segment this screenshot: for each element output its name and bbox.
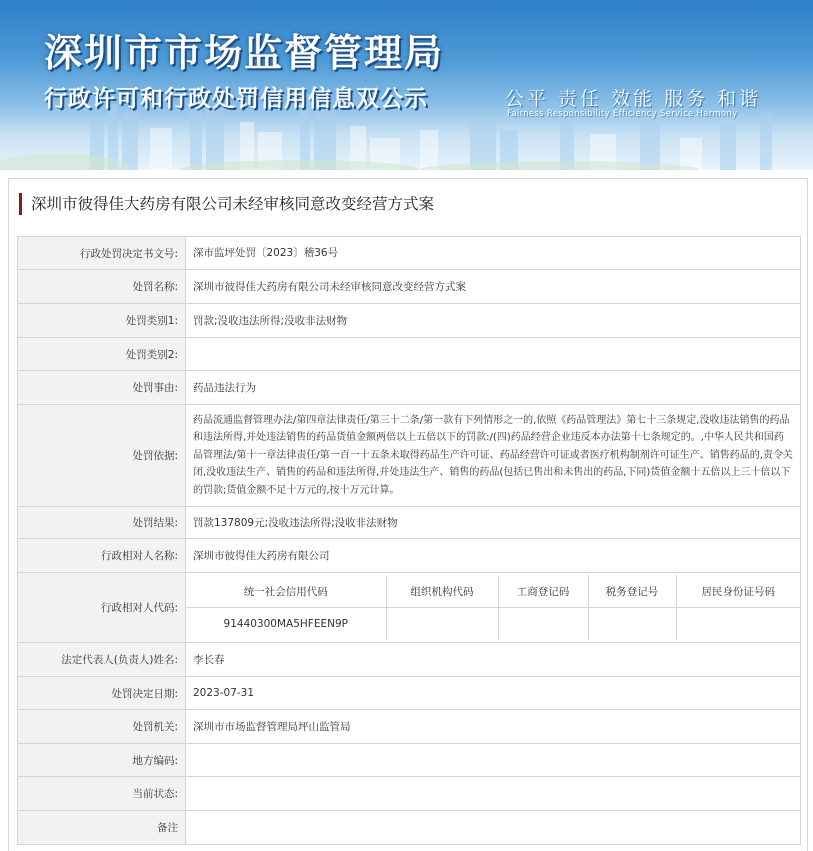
result-value: 罚款137809元;没收违法所得;没收非法财物 [186, 507, 801, 539]
row-area-code [18, 744, 801, 777]
name-value: 深圳市彼得佳大药房有限公司未经审核同意改变经营方式案 [186, 270, 801, 304]
party-name-label: 行政相对人名称: [18, 539, 186, 573]
header-credit-code: 统一社会信用代码 [186, 575, 386, 608]
basis-value: 药品流通监督管理办法/第四章法律责任/第三十二条/第一款有下列情形之一的,依照《药品管理法》第七十三条规定,没收违法销售的药品和违法所得,并处违法销售的药品货值金额两倍以上五倍以下的罚款:/(四)药品经营企业违反本办法第十七条规定的。,中华人民共和国药品管理法/第十一章法律责任/第一百一十五条未取得药品生产许可证、药品经营许可证或者医疗机构制剂许可证生产、销售药品的,责令关闭,没收违法生产、销售的药品和违法所得,并处违法生产、销售的药品(包括已售出和未售出的药品,下同)货值金额十五倍以上三十倍以下的罚款;货值金额不足十万元的,按十万元计算。 [186, 405, 801, 507]
party-code-cell [186, 573, 801, 643]
name-label: 处罚名称: [18, 270, 186, 304]
category2-value [186, 338, 801, 371]
row-party-name [18, 539, 801, 573]
header-org-code: 组织机构代码 [386, 575, 498, 608]
row-result [18, 507, 801, 539]
category1-label: 处罚类别1: [18, 304, 186, 338]
row-basis [18, 405, 801, 507]
site-title: 深圳市市场监督管理局 [44, 31, 445, 75]
authority-label: 处罚机关: [18, 710, 186, 744]
doc-no-value: 深市监坪处罚〔2023〕稽36号 [186, 237, 801, 270]
slogan: 公平 责任 效能 服务 和谐 [505, 88, 762, 110]
status-value [186, 777, 801, 811]
category1-value: 罚款;没收违法所得;没收非法财物 [186, 304, 801, 338]
header-id-number: 居民身份证号码 [676, 575, 800, 608]
header-tax-reg: 税务登记号 [588, 575, 676, 608]
reason-value: 药品违法行为 [186, 371, 801, 405]
id-number-value [676, 608, 800, 641]
row-category1 [18, 304, 801, 338]
row-doc-no [18, 237, 801, 270]
remark-value [186, 811, 801, 845]
row-legal-rep [18, 643, 801, 677]
party-code-value-row [186, 608, 800, 641]
legal-rep-label: 法定代表人(负责人)姓名: [18, 643, 186, 677]
business-reg-value [498, 608, 588, 641]
slogan-english: Fairness Responsibility Efficiency Service Harmony [507, 109, 738, 119]
area-code-value [186, 744, 801, 777]
detail-panel [8, 178, 808, 851]
doc-no-label: 行政处罚决定书文号: [18, 237, 186, 270]
party-name-value: 深圳市彼得佳大药房有限公司 [186, 539, 801, 573]
party-code-table [186, 575, 800, 640]
area-code-label: 地方编码: [18, 744, 186, 777]
row-decision-date [18, 677, 801, 710]
row-category2 [18, 338, 801, 371]
row-remark [18, 811, 801, 845]
row-reason [18, 371, 801, 405]
authority-value: 深圳市市场监督管理局坪山监管局 [186, 710, 801, 744]
reason-label: 处罚事由: [18, 371, 186, 405]
party-code-header-row [186, 575, 800, 608]
decision-date-value: 2023-07-31 [186, 677, 801, 710]
credit-code-value: 91440300MA5HFEEN9P [186, 608, 386, 641]
org-code-value [386, 608, 498, 641]
remark-label: 备注 [18, 811, 186, 845]
basis-label: 处罚依据: [18, 405, 186, 507]
party-code-label: 行政相对人代码: [18, 573, 186, 643]
row-authority [18, 710, 801, 744]
legal-rep-value: 李长春 [186, 643, 801, 677]
decision-date-label: 处罚决定日期: [18, 677, 186, 710]
status-label: 当前状态: [18, 777, 186, 811]
row-status [18, 777, 801, 811]
header-business-reg: 工商登记码 [498, 575, 588, 608]
row-name [18, 270, 801, 304]
site-subtitle: 行政许可和行政处罚信用信息双公示 [44, 86, 428, 112]
result-label: 处罚结果: [18, 507, 186, 539]
header-banner [0, 0, 813, 170]
tax-reg-value [588, 608, 676, 641]
penalty-info-table [17, 236, 801, 845]
case-title: 深圳市彼得佳大药房有限公司未经审核同意改变经营方式案 [19, 193, 434, 215]
row-party-code [18, 573, 801, 643]
category2-label: 处罚类别2: [18, 338, 186, 371]
